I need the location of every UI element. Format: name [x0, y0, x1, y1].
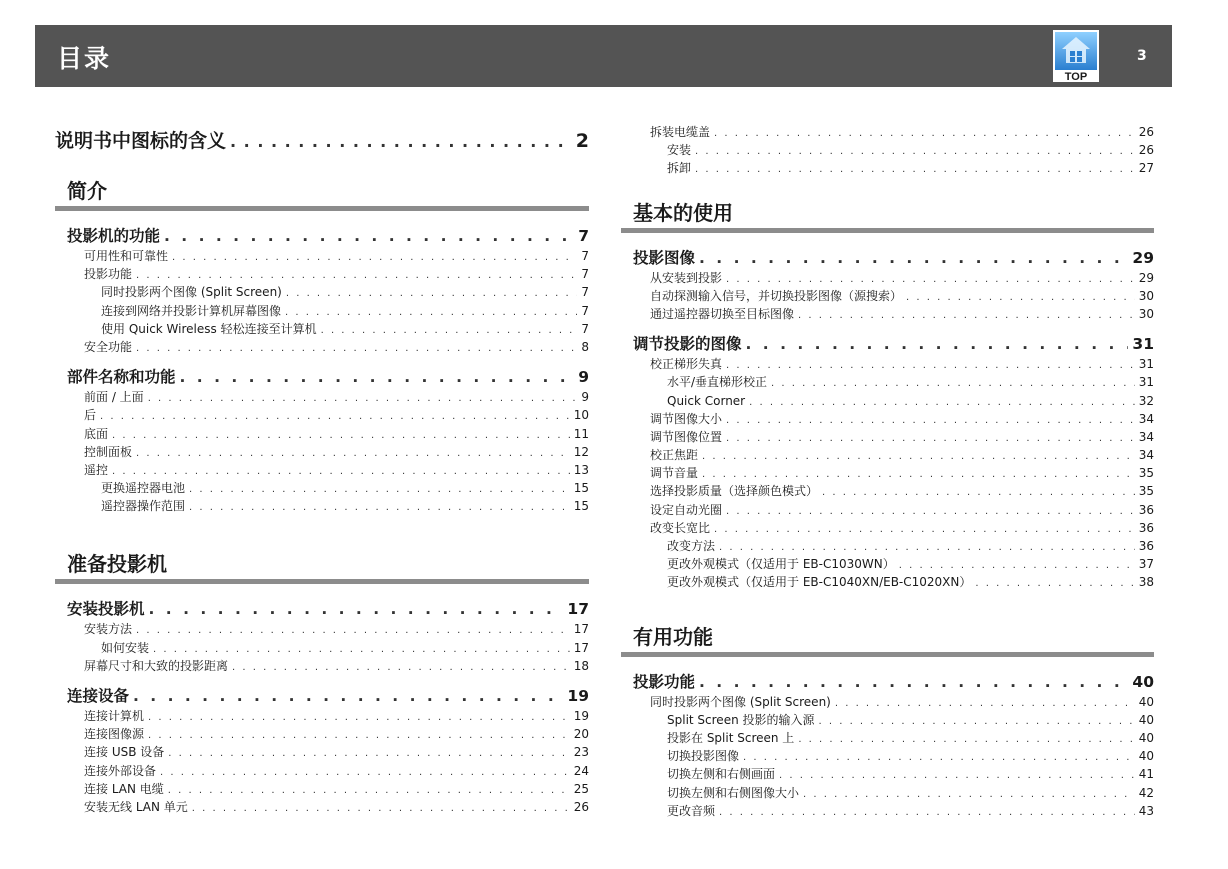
- toc-sub-entry[interactable]: [55, 461, 589, 479]
- toc-sub-entry[interactable]: [55, 320, 589, 338]
- toc-sub-entry[interactable]: [55, 302, 589, 320]
- toc-entry-title: 更换遥控器电池: [101, 481, 186, 496]
- dot-leader: [695, 143, 1135, 159]
- toc-entry-page: 30: [1138, 306, 1154, 321]
- toc-entry-page: 20: [573, 727, 589, 742]
- dot-leader: [136, 622, 570, 638]
- toc-entry-title: 控制面板: [84, 444, 133, 459]
- toc-sub-entry[interactable]: [621, 141, 1154, 159]
- toc-sub-entry[interactable]: [621, 555, 1154, 573]
- toc-sub-entry[interactable]: [55, 247, 589, 265]
- toc-chapter-entry[interactable]: [621, 247, 1154, 269]
- dot-leader: [746, 333, 1129, 355]
- dot-leader: [719, 539, 1135, 555]
- dot-leader: [133, 685, 563, 707]
- toc-sub-entry[interactable]: [621, 765, 1154, 783]
- toc-entry-title: 同时投影两个图像 (Split Screen): [101, 285, 282, 300]
- toc-entry-title: 校正梯形失真: [650, 357, 723, 372]
- toc-chapter-entry[interactable]: [55, 366, 589, 388]
- toc-chapter-entry[interactable]: [55, 685, 589, 707]
- toc-sub-entry[interactable]: [621, 519, 1154, 537]
- home-icon: [1052, 29, 1100, 83]
- toc-entry-page: 41: [1138, 767, 1154, 782]
- dot-leader: [726, 412, 1135, 428]
- toc-sub-entry[interactable]: [55, 725, 589, 743]
- toc-entry-title: 更改外观模式（仅适用于 EB-C1030WN）: [667, 557, 895, 572]
- toc-entry-title: 更改音频: [667, 803, 716, 818]
- toc-entry-page: 8: [581, 339, 589, 354]
- toc-sub-entry[interactable]: [621, 464, 1154, 482]
- toc-entry-title: 自动探测输入信号，并切换投影图像（源搜索）: [650, 288, 903, 303]
- dot-leader: [695, 161, 1135, 177]
- toc-entry-page: 31: [1138, 375, 1154, 390]
- dot-leader: [819, 713, 1135, 729]
- toc-entry-page: 42: [1138, 785, 1154, 800]
- toc-right-column: [621, 123, 1154, 820]
- toc-sub-entry[interactable]: [621, 482, 1154, 500]
- toc-entry-title: 连接图像源: [84, 727, 145, 742]
- dot-leader: [232, 659, 570, 675]
- dot-leader: [180, 366, 575, 388]
- toc-entry-title: 切换左侧和右侧图像大小: [667, 785, 800, 800]
- toc-sub-entry[interactable]: [55, 406, 589, 424]
- toc-sub-entry[interactable]: [621, 802, 1154, 820]
- toc-entry-page: 29: [1138, 270, 1154, 285]
- toc-entry-page: 40: [1138, 749, 1154, 764]
- toc-entry-title: 投影图像: [633, 248, 696, 267]
- dot-leader: [100, 408, 570, 424]
- toc-entry-title: 切换左侧和右侧画面: [667, 767, 776, 782]
- toc-sub-entry[interactable]: [55, 265, 589, 283]
- toc-entry-title: 投影功能: [84, 267, 133, 282]
- toc-entry-title: 改变方法: [667, 539, 716, 553]
- toc-entry-page: 17: [567, 600, 589, 619]
- toc-entry-title: 连接到网络并投影计算机屏幕图像: [101, 303, 282, 318]
- toc-entry-page: 10: [573, 408, 589, 423]
- toc-sub-entry[interactable]: [621, 446, 1154, 464]
- dot-leader: [906, 289, 1135, 305]
- section-heading: 准备投影机: [55, 549, 589, 584]
- toc-section: [621, 198, 1154, 592]
- toc-sub-entry[interactable]: [621, 729, 1154, 747]
- toc-chapter-entry[interactable]: [55, 598, 589, 620]
- section-heading: 基本的使用: [621, 198, 1154, 233]
- toc-entry-title: Quick Corner: [667, 393, 746, 408]
- toc-sub-entry[interactable]: [55, 497, 589, 515]
- top-button[interactable]: [1052, 29, 1100, 83]
- toc-entry-title: 使用 Quick Wireless 轻松连接至计算机: [101, 321, 317, 336]
- dot-leader: [699, 671, 1128, 693]
- toc-entry-page: 37: [1138, 557, 1154, 572]
- toc-entry-page: 12: [573, 444, 589, 459]
- toc-entry-page: 15: [573, 481, 589, 496]
- toc-section: [55, 176, 589, 515]
- toc-section: [621, 622, 1154, 820]
- dot-leader: [726, 503, 1135, 519]
- toc-entry-title: 连接外部设备: [84, 763, 157, 778]
- dot-leader: [148, 709, 570, 725]
- toc-entry-title: 投影功能: [633, 672, 696, 691]
- dot-leader: [743, 749, 1135, 765]
- toc-sub-entry[interactable]: [55, 707, 589, 725]
- toc-entry-title: 遥控器操作范围: [101, 499, 186, 514]
- toc-sub-entry[interactable]: [55, 743, 589, 761]
- dot-leader: [148, 727, 570, 743]
- toc-entry-title: 如何安装: [101, 640, 150, 655]
- page-title: 目录: [57, 44, 112, 73]
- dot-leader: [771, 375, 1135, 391]
- dot-leader: [149, 598, 564, 620]
- toc-entry-page: 40: [1138, 730, 1154, 745]
- toc-chapter-entry[interactable]: [55, 225, 589, 247]
- dot-leader: [714, 125, 1135, 141]
- dot-leader: [714, 521, 1135, 537]
- toc-entry-title: 校正焦距: [650, 448, 699, 463]
- toc-sub-entry[interactable]: [55, 639, 589, 657]
- dot-leader: [835, 695, 1135, 711]
- toc-entry-page: 29: [1132, 248, 1154, 267]
- toc-sub-entry[interactable]: [55, 425, 589, 443]
- toc-entry-title: 安装投影机: [67, 600, 145, 619]
- toc-entry-page: 19: [567, 687, 589, 705]
- dot-leader: [719, 804, 1135, 820]
- dot-leader: [112, 463, 570, 479]
- toc-sub-entry[interactable]: [621, 428, 1154, 446]
- toc-sub-entry[interactable]: [55, 657, 589, 675]
- dot-leader: [726, 430, 1135, 446]
- dot-leader: [702, 466, 1135, 482]
- dot-leader: [172, 249, 577, 265]
- toc-entry-title: 部件名称和功能: [67, 368, 176, 387]
- toc-sub-entry[interactable]: [621, 355, 1154, 373]
- toc-sub-entry[interactable]: [55, 620, 589, 638]
- svg-text:TOP: TOP: [1064, 71, 1088, 83]
- toc-entry-page: 40: [1132, 672, 1154, 691]
- toc-section: [55, 549, 589, 816]
- dot-leader: [702, 448, 1135, 464]
- dot-leader: [803, 786, 1135, 802]
- toc-sub-entry[interactable]: [621, 693, 1154, 711]
- toc-entry-title: 更改外观模式（仅适用于 EB-C1040XN/EB-C1020XN）: [667, 575, 972, 590]
- toc-entry-page: 36: [1138, 539, 1154, 553]
- toc-entry-title: 遥控: [84, 462, 109, 477]
- dot-leader: [153, 641, 570, 657]
- toc-entry-title: 安装方法: [84, 622, 133, 637]
- toc-entry-title: 调节图像位置: [650, 429, 723, 444]
- toc-entry-page: 31: [1132, 335, 1154, 354]
- dot-leader: [112, 427, 570, 443]
- toc-entry-page: 30: [1138, 288, 1154, 303]
- toc-entry-page: 38: [1138, 575, 1154, 590]
- toc-sub-entry[interactable]: [621, 373, 1154, 391]
- dot-leader: [822, 484, 1135, 500]
- dot-leader: [321, 322, 578, 338]
- toc-sub-entry[interactable]: [621, 159, 1154, 177]
- dot-leader: [148, 390, 578, 406]
- toc-entry-page: 7: [581, 267, 589, 282]
- dot-leader: [975, 575, 1134, 591]
- dot-leader: [699, 247, 1128, 269]
- toc-entry-title: 屏幕尺寸和大致的投影距离: [84, 658, 229, 673]
- toc-entry-page: 40: [1138, 694, 1154, 709]
- toc-entry-title: 投影机的功能: [67, 227, 161, 245]
- toc-entry-page: 13: [573, 462, 589, 477]
- toc-sub-entry[interactable]: [55, 479, 589, 497]
- toc-entry-title: 安装无线 LAN 单元: [84, 799, 188, 814]
- toc-entry-title: 调节音量: [650, 466, 699, 481]
- toc-sub-entry[interactable]: [55, 780, 589, 798]
- toc-entry-title: 连接 USB 设备: [84, 745, 165, 760]
- toc-entry-page: 34: [1138, 448, 1154, 463]
- toc-sub-entry[interactable]: [621, 501, 1154, 519]
- page-header: [35, 25, 1172, 87]
- toc-entry-page: 24: [573, 763, 589, 778]
- section-heading: 简介: [55, 176, 589, 211]
- toc-sub-entry[interactable]: [55, 283, 589, 301]
- toc-entry-page: 19: [573, 709, 589, 723]
- dot-leader: [160, 764, 570, 780]
- toc-sub-entry[interactable]: [55, 388, 589, 406]
- toc-entry-page: 25: [573, 781, 589, 796]
- toc-entry-page: 9: [578, 368, 589, 387]
- toc-entry-icon-meanings[interactable]: 说明书中图标的含义 . . . 2: [55, 126, 589, 154]
- toc-entry-title: 安装: [667, 143, 692, 158]
- toc-sub-entry[interactable]: [55, 798, 589, 816]
- toc-entry-title: 选择投影质量（选择颜色模式）: [650, 484, 819, 499]
- toc-entry-page: 17: [573, 640, 589, 655]
- section-heading: 有用功能: [621, 622, 1154, 657]
- toc-sub-entry[interactable]: [621, 711, 1154, 729]
- toc-entry-page: 31: [1138, 357, 1154, 372]
- toc-entry-page: 11: [573, 426, 589, 441]
- toc-entry-title: 调节图像大小: [650, 411, 723, 426]
- toc-entry-title: Split Screen 投影的输入源: [667, 712, 815, 727]
- toc-entry-page: 43: [1138, 803, 1154, 818]
- dot-leader: [136, 445, 570, 461]
- toc-entry-title: 设定自动光圈: [650, 502, 723, 517]
- toc-entry-page: 7: [581, 249, 589, 263]
- dot-leader: [230, 132, 572, 151]
- dot-leader: [164, 225, 574, 247]
- toc-entry-page: 27: [1138, 161, 1154, 176]
- dot-leader: [136, 267, 577, 283]
- toc-entry-title: 安全功能: [84, 339, 133, 354]
- toc-entry-page: 36: [1138, 502, 1154, 517]
- toc-entry-title: 改变长宽比: [650, 520, 711, 535]
- toc-sub-entry[interactable]: [55, 443, 589, 461]
- dot-leader: [726, 357, 1135, 373]
- dot-leader: [189, 481, 570, 497]
- toc-entry-page: 34: [1138, 429, 1154, 444]
- toc-entry-page: 26: [573, 799, 589, 814]
- dot-leader: [136, 340, 577, 356]
- toc-entry-page: 23: [573, 745, 589, 760]
- toc-sub-entry[interactable]: [621, 392, 1154, 410]
- toc-entry-page: 7: [581, 321, 589, 336]
- toc-entry-title: 通过遥控器切换至目标图像: [650, 306, 795, 321]
- toc-left-sections: [55, 176, 589, 816]
- dot-leader: [189, 499, 570, 515]
- toc-entry-page: 36: [1138, 520, 1154, 535]
- dot-leader: [798, 307, 1135, 323]
- toc-entry-page: 35: [1138, 484, 1154, 499]
- dot-leader: [899, 557, 1135, 573]
- toc-sub-entry[interactable]: [621, 573, 1154, 591]
- toc-entry-title: 水平/垂直梯形校正: [667, 375, 768, 390]
- toc-sub-entry[interactable]: [621, 287, 1154, 305]
- dot-leader: [726, 271, 1135, 287]
- dot-leader: [749, 394, 1135, 410]
- toc-entry-title: 底面: [84, 426, 109, 441]
- toc-entry-title: 后: [84, 408, 97, 423]
- toc-entry-title: 从安装到投影: [650, 270, 723, 285]
- toc-entry-page: 34: [1138, 411, 1154, 426]
- toc-entry-title: 拆装电缆盖: [650, 125, 711, 139]
- toc-sub-entry[interactable]: [55, 762, 589, 780]
- toc-entry-title: 投影在 Split Screen 上: [667, 730, 795, 745]
- toc-sub-entry[interactable]: [621, 123, 1154, 141]
- toc-entry-title: 连接 LAN 电缆: [84, 781, 164, 796]
- toc-chapter-entry[interactable]: [621, 333, 1154, 355]
- toc-entry-title: 前面 / 上面: [84, 390, 144, 405]
- toc-entry-page: 18: [573, 658, 589, 673]
- toc-entry-page: 9: [581, 390, 589, 405]
- toc-sub-entry[interactable]: [621, 784, 1154, 802]
- toc-entry-title: 调节投影的图像: [633, 335, 742, 354]
- toc-entry-title: 可用性和可靠性: [84, 249, 169, 263]
- toc-entry-page: 32: [1138, 393, 1154, 408]
- toc-entry-page: 17: [573, 622, 589, 637]
- toc-sub-entry[interactable]: [621, 269, 1154, 287]
- toc-entry-title: 同时投影两个图像 (Split Screen): [650, 694, 831, 709]
- toc-sub-entry[interactable]: [621, 537, 1154, 555]
- dot-leader: [798, 731, 1134, 747]
- dot-leader: [285, 304, 577, 320]
- dot-leader: [779, 767, 1135, 783]
- toc-chapter-entry[interactable]: [621, 671, 1154, 693]
- toc-entry-page: 7: [581, 285, 589, 300]
- dot-leader: [192, 800, 570, 816]
- page-number: 3: [1137, 48, 1147, 64]
- toc-entry-page: 26: [1138, 125, 1154, 139]
- dot-leader: [168, 782, 570, 798]
- toc-right-lead-items: [621, 123, 1154, 178]
- toc-left-column: [55, 124, 589, 816]
- toc-sub-entry[interactable]: [55, 338, 589, 356]
- toc-entry-title: 连接计算机: [84, 709, 145, 723]
- toc-sub-entry[interactable]: [621, 410, 1154, 428]
- toc-entry-page: 26: [1138, 143, 1154, 158]
- dot-leader: [286, 285, 578, 301]
- toc-entry-title: 连接设备: [67, 687, 130, 705]
- dot-leader: [168, 745, 569, 761]
- toc-entry-page: 7: [578, 227, 589, 245]
- toc-sub-entry[interactable]: [621, 305, 1154, 323]
- toc-entry-page: 40: [1138, 712, 1154, 727]
- toc-sub-entry[interactable]: [621, 747, 1154, 765]
- toc-entry-title: 拆卸: [667, 161, 692, 176]
- toc-entry-title: 切换投影图像: [667, 749, 740, 764]
- toc-right-sections: [621, 198, 1154, 820]
- toc-entry-page: 15: [573, 499, 589, 514]
- toc-entry-page: 35: [1138, 466, 1154, 481]
- toc-entry-page: 7: [581, 303, 589, 318]
